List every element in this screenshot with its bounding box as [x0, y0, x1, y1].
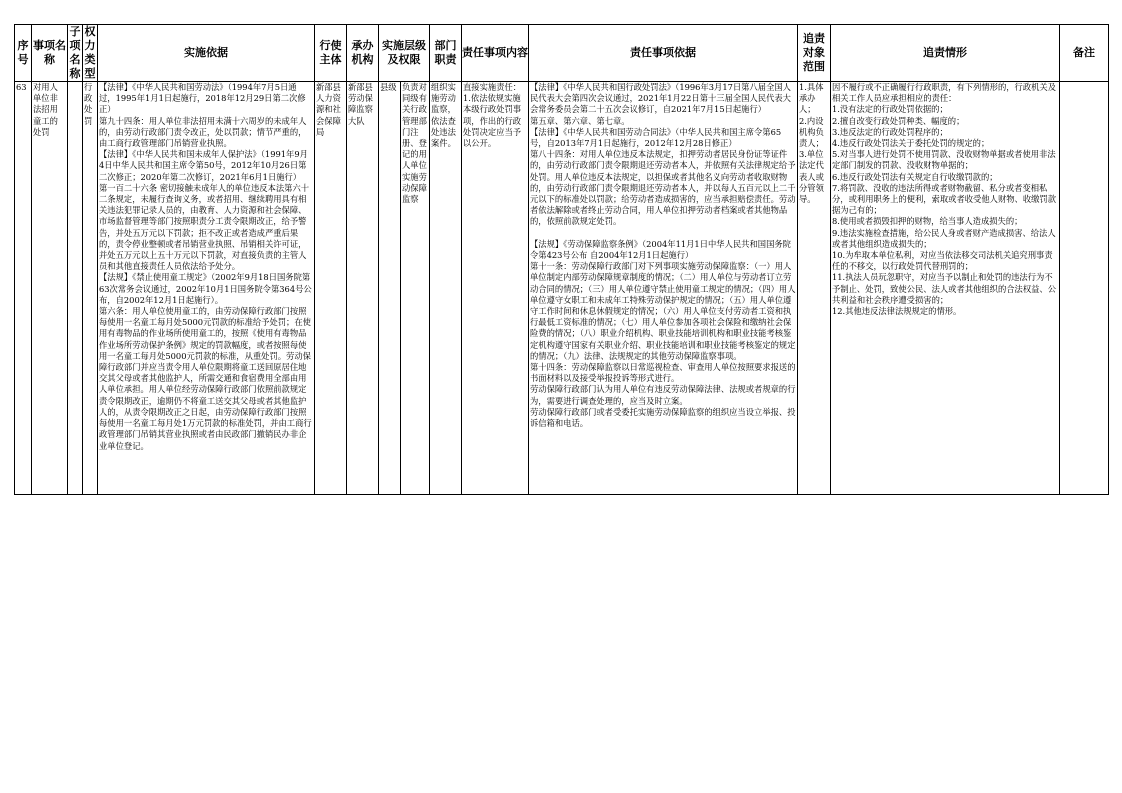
header-subject: 行使主体 — [315, 25, 347, 82]
agency-text: 新邵县劳动保障监察大队 — [348, 82, 373, 126]
header-dept-duty: 部门职责 — [430, 25, 462, 82]
cell-agency — [347, 82, 379, 495]
header-agency: 承办机构 — [347, 25, 379, 82]
header-power-type: 权力类型 — [84, 25, 96, 80]
header-circumstances: 追责情形 — [831, 25, 1060, 82]
level-authority-text: 负责对同级有关行政管理部门注册、登记的用人单位实施劳动保障监察 — [402, 82, 427, 205]
cell-level — [379, 82, 401, 495]
sub-item-name-text — [69, 82, 81, 494]
header-basis: 实施依据 — [98, 25, 315, 82]
header-item-name: 事项名称 — [32, 25, 68, 82]
cell-level-authority — [401, 82, 430, 495]
duty-content-text: 直接实施责任： 1.依法依规实施本级行政处罚事项，作出的行政处罚决定应当予以公开。 — [463, 82, 522, 149]
cell-sub-item-name — [68, 82, 83, 495]
header-seq: 序号 — [15, 25, 32, 82]
header-sub-item-name: 子项名称 — [69, 25, 81, 80]
cell-remarks — [1060, 82, 1109, 495]
cell-dept-duty — [430, 82, 462, 495]
power-type-text: 行政处罚 — [84, 82, 93, 126]
seq-text: 63 — [16, 82, 27, 92]
dept-duty-text: 组织实施劳动监察，依法查处违法案件。 — [431, 82, 456, 149]
subject-text: 新邵县人力资源和社会保障局 — [316, 82, 341, 137]
cell-circumstances — [831, 82, 1060, 495]
cell-subject — [315, 82, 347, 495]
cell-duty-basis — [529, 82, 798, 495]
cell-basis — [98, 82, 315, 495]
cell-duty-content — [462, 82, 529, 495]
power-list-table — [14, 24, 1109, 495]
cell-power-type — [83, 82, 98, 495]
cell-scope — [798, 82, 831, 495]
header-scope: 追责对象范围 — [798, 25, 831, 82]
level-text: 县级 — [380, 82, 397, 92]
item-name-text: 对用人单位非法招用童工的处罚 — [33, 82, 58, 137]
circumstances-text: 因不履行或不正确履行行政职责，有下列情形的，行政机关及相关工作人员应承担相应的责任： 1.没有法定的行政处罚依据的； 2.擅自改变行政处罚种类、幅度的； 3.违反法定的行政处罚程序的； 4.违反行政处罚法关于委托处罚的规定的； 5.对当事人进行处罚不使用罚款、没收财物单据或者使用非法定部门制发的罚款、没收财物单据的； 6.违反行政处罚法有关规定自行收缴罚款的； 7.将罚款、没收的违法所得或者财物截留、私分或者变相私分，或利用职务上的便利，索取或者收受他人财物、收缴罚款据为己有的； 8.使用或者损毁扣押的财物，给当事人造成损失的； 9.违法实施检查措施，给公民人身或者财产造成损害、给法人或者其他组织造成损失的； 10.为牟取本单位私利，对应当依法移交司法机关追究刑事责任的不移交，以行政处罚代替刑罚的； 11.执法人员玩忽职守，对应当予以制止和处罚的违法行为不予制止、处罚，致使公民、法人或者其他组织的合法权益、公共利益和社会秩序遭受损害的； 12.其他违反法律法规规定的情形。 — [832, 82, 1057, 317]
header-remarks: 备注 — [1060, 25, 1109, 82]
header-duty-content: 责任事项内容 — [462, 25, 529, 82]
remarks-text — [1061, 82, 1107, 494]
header-row — [15, 25, 1109, 82]
table-row — [15, 82, 1109, 495]
duty-basis-text: 【法律】《中华人民共和国行政处罚法》（1996年3月17日第八届全国人民代表大会第四次会议通过，2021年1月22日第十三届全国人民代表大会常务委员会第二十五次会议修订，自2021年7月15日起施行） 第五章、第六章、第七章。 【法律】《中华人民共和国劳动合同法》（中华人民共和国主席令第65号，自2013年7月1日起施行，2012年12月28日修正） 第八十四条：对用人单位违反本法规定，扣押劳动者居民身份证等证件的，由劳动行政部门责令限期退还劳动者本人，并依照有关法律规定给予处罚。用人单位违反本法规定，以担保或者其他名义向劳动者收取财物的，由劳动行政部门责令限期退还劳动者本人，并以每人五百元以上二千元以下的标准处以罚款；给劳动者造成损害的，应当承担赔偿责任。劳动者依法解除或者终止劳动合同，用人单位扣押劳动者档案或者其他物品的，依照前款规定处罚。 【法规】《劳动保障监察条例》（2004年11月1日中华人民共和国国务院令第423号公布 自2004年12月1日起施行） 第十一条：劳动保障行政部门对下列事项实施劳动保障监察：（一）用人单位制定内部劳动保障规章制度的情况；（二）用人单位与劳动者订立劳动合同的情况；（三）用人单位遵守禁止使用童工规定的情况；（四）用人单位遵守女职工和未成年工特殊劳动保护规定的情况；（五）用人单位遵守工作时间和休息休假规定的情况；（六）用人单位支付劳动者工资和执行最低工资标准的情况；（七）用人单位参加各项社会保险和缴纳社会保险费的情况；（八）职业介绍机构、职业技能培训机构和职业技能考核鉴定机构遵守国家有关职业介绍、职业技能培训和职业技能考核鉴定的规定的情况；（九）法律、法规规定的其他劳动保障监察事项。 第十四条：劳动保障监察以日常巡视检查、审查用人单位按照要求报送的书面材料以及接受举报投诉等形式进行。 劳动保障行政部门认为用人单位有违反劳动保障法律、法规或者规章的行为，需要进行调查处理的，应当及时立案。 劳动保障行政部门或者受委托实施劳动保障监察的组织应当设立举报、投诉信箱和电话。 — [530, 82, 796, 429]
scope-text: 1.具体承办人； 2.内设机构负责人； 3.单位法定代表人或分管领导。 — [799, 82, 824, 205]
header-duty-basis: 责任事项依据 — [529, 25, 798, 82]
header-level: 实施层级及权限 — [379, 25, 430, 82]
basis-text: 【法律】《中华人民共和国劳动法》（1994年7月5日通过，1995年1月1日起施行，2018年12月29日第二次修正） 第九十四条：用人单位非法招用未满十六周岁的未成年人的，由劳动行政部门责令改正，处以罚款；情节严重的，由工商行政管理部门吊销营业执照。 【法律】《中华人民共和国未成年人保护法》（1991年9月4日中华人民共和国主席令第50号，2012年10月26日第二次修正；2020年第二次修订，2021年6月1日施行） 第一百二十六条 密切接触未成年人的单位违反本法第六十二条规定，未履行查询义务，或者招用、继续聘用具有相关违法犯罪记录人员的，由教育、人力资源和社会保障、市场监督管理等部门按照职责分工责令限期改正，给予警告，并处五万元以下罚款；拒不改正或者造成严重后果的，责令停业整顿或者吊销营业执照、吊销相关许可证，并处五万元以上五十万元以下罚款，对直接负责的主管人员和其他直接责任人员依法给予处分。 【法规】《禁止使用童工规定》（2002年9月18日国务院第63次常务会议通过，2002年10月1日国务院令第364号公布，自2002年12月1日起施行）。 第六条：用人单位使用童工的，由劳动保障行政部门按照每使用一名童工每月处5000元罚款的标准给予处罚；在使用有毒物品的作业场所使用童工的，按照《使用有毒物品作业场所劳动保护条例》规定的罚款幅度，或者按照每使用一名童工每月处5000元罚款的标准，从重处罚。劳动保障行政部门并应当责令用人单位限期将童工送回原居住地交其父母或者其他监护人，所需交通和食宿费用全部由用人单位承担。用人单位经劳动保障行政部门依照前款规定责令限期改正，逾期仍不将童工送交其父母或者其他监护人的，从责令限期改正之日起，由劳动保障行政部门按照每使用一名童工每月处1万元罚款的标准处罚，并由工商行政管理部门吊销其营业执照或者由民政部门撤销民办非企业单位登记。 — [99, 82, 312, 451]
cell-item-name — [32, 82, 68, 495]
cell-seq — [15, 82, 32, 495]
